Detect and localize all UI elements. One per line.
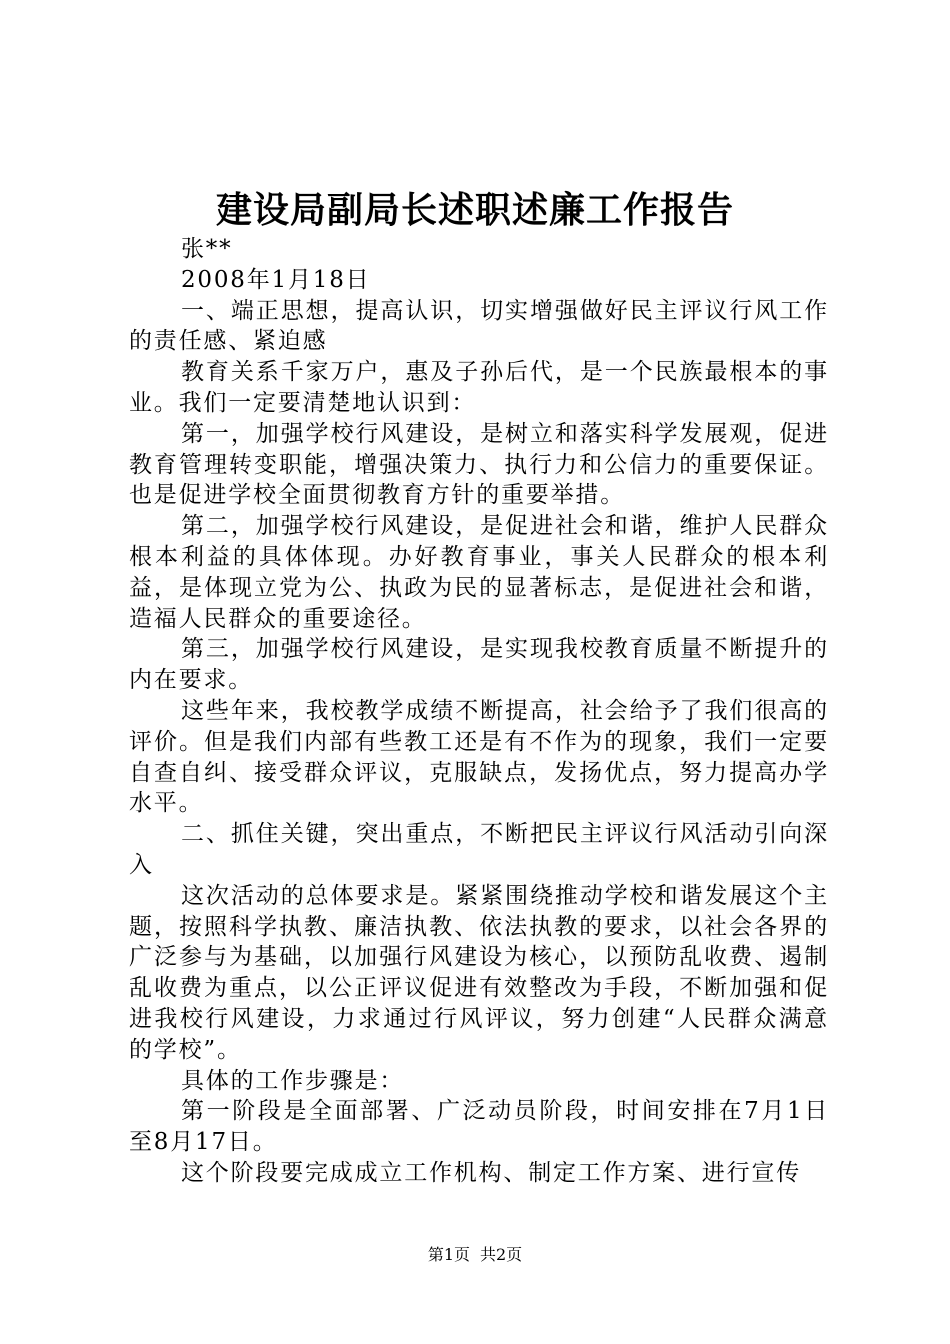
paragraph: 第一阶段是全面部署、广泛动员阶段，时间安排在7月1日至8月17日。	[129, 1098, 829, 1156]
document-body	[129, 234, 829, 1189]
page-total: 共2页	[480, 1245, 523, 1264]
paragraph: 这些年来，我校教学成绩不断提高，社会给予了我们很高的评价。但是我们内部有些教工还是有不作为的现象，我们一定要自查自纠、接受群众评议，克服缺点，发扬优点，努力提高办学水平。	[129, 697, 829, 817]
paragraph: 一、端正思想，提高认识，切实增强做好民主评议行风工作的责任感、紧迫感	[129, 297, 829, 355]
paragraph: 二、抓住关键，突出重点，不断把民主评议行风活动引向深入	[129, 821, 829, 878]
paragraph: 教育关系千家万户，惠及子孙后代，是一个民族最根本的事业。我们一定要清楚地认识到：	[129, 359, 829, 416]
author-line: 张**	[181, 236, 233, 262]
paragraph: 第三，加强学校行风建设，是实现我校教育质量不断提升的内在要求。	[129, 636, 829, 694]
page-number: 第1页	[427, 1245, 470, 1264]
paragraph: 具体的工作步骤是：	[181, 1067, 405, 1094]
page-footer	[0, 1244, 950, 1266]
paragraph: 这次活动的总体要求是。紧紧围绕推动学校和谐发展这个主题，按照科学执教、廉洁执教、依法执教的要求，以社会各界的广泛参与为基础，以加强行风建设为核心，以预防乱收费、遏制乱收费为重点，以公正评议促进有效整改为手段，不断加强和促进我校行风建设，力求通过行风评议，努力创建“人民群众满意的学校”。	[129, 882, 829, 1063]
document-title: 建设局副局长述职述廉工作报告	[215, 189, 734, 231]
paragraph: 第一，加强学校行风建设，是树立和落实科学发展观，促进教育管理转变职能，增强决策力、执行力和公信力的重要保证。也是促进学校全面贯彻教育方针的重要举措。	[129, 420, 829, 509]
date-line: 2008年1月18日	[181, 266, 371, 293]
paragraph: 第二，加强学校行风建设，是促进社会和谐，维护人民群众根本利益的具体体现。办好教育事业，事关人民群众的根本利益，是体现立党为公、执政为民的显著标志，是促进社会和谐，造福人民群众的重要途径。	[129, 513, 829, 632]
paragraph: 这个阶段要完成成立工作机构、制定工作方案、进行宣传	[181, 1159, 801, 1186]
